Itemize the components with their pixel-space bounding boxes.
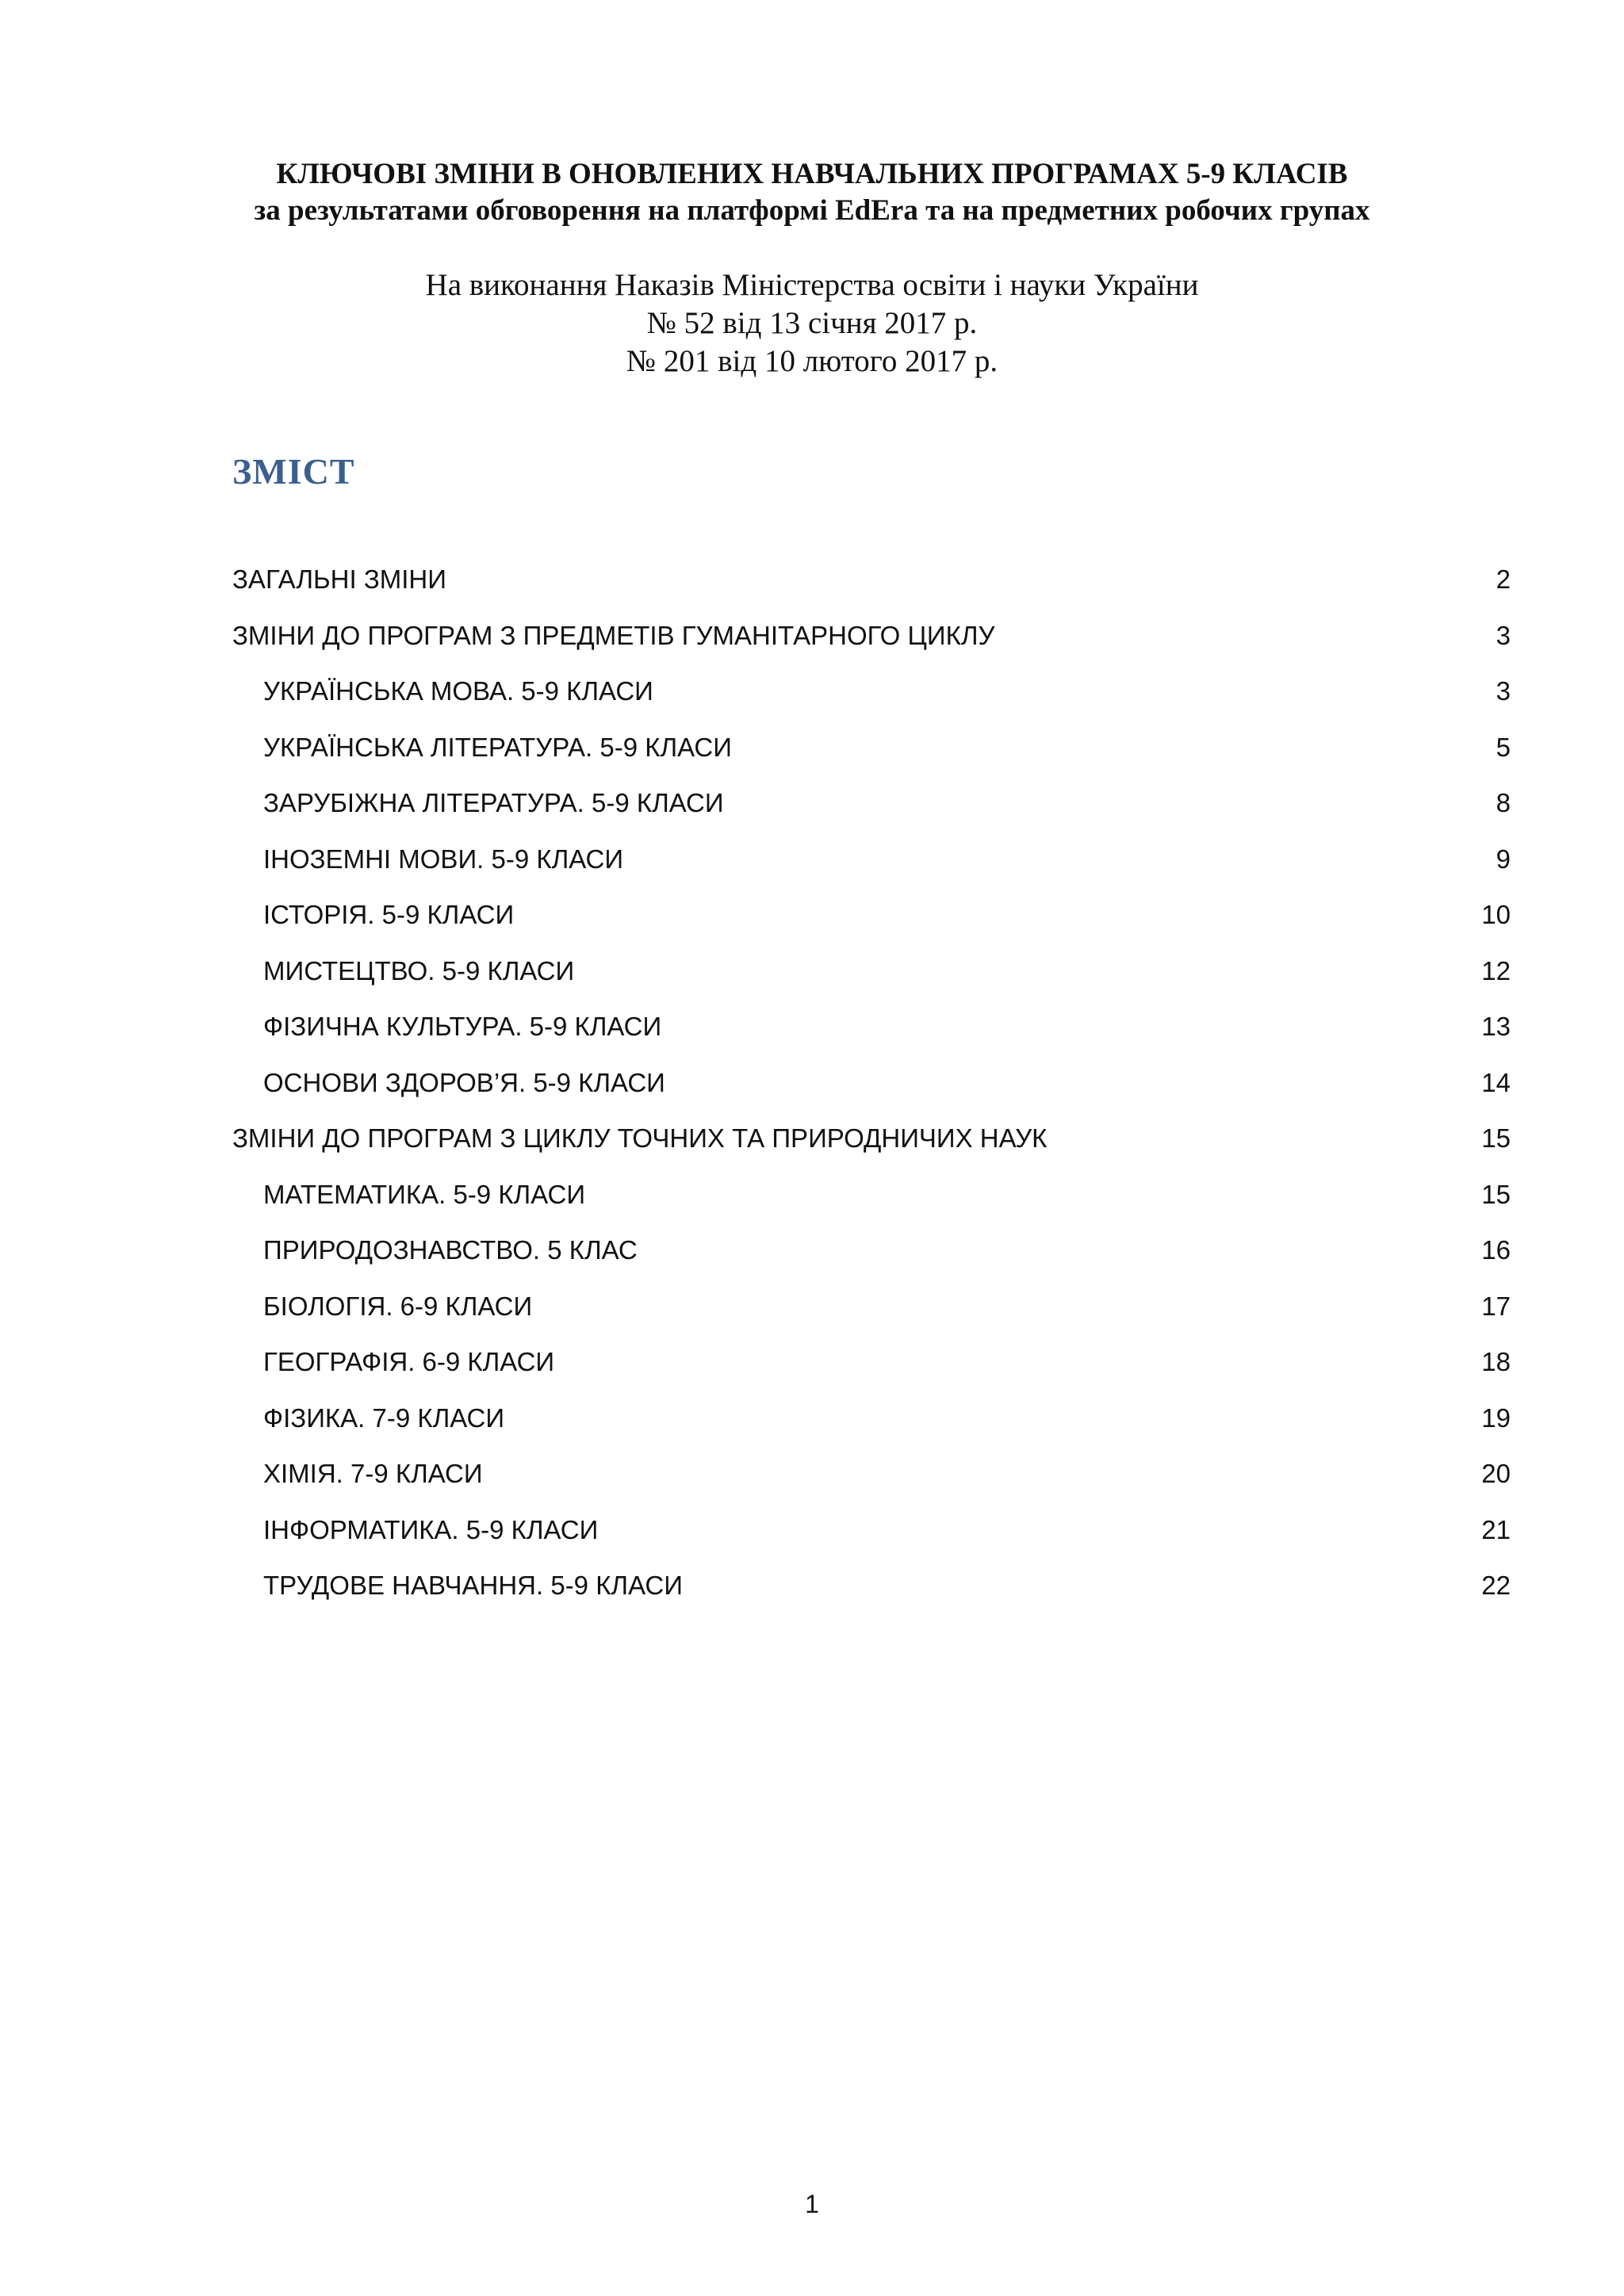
toc-entry-label: МАТЕМАТИКА. 5-9 КЛАСИ	[263, 1179, 586, 1209]
toc-entry-page: 5	[1496, 732, 1511, 762]
toc-entry[interactable]	[232, 720, 1511, 776]
toc-entry-label: ФІЗИКА. 7-9 КЛАСИ	[263, 1402, 505, 1433]
toc-entry-page: 9	[1496, 844, 1511, 874]
toc-entry[interactable]	[232, 1391, 1511, 1447]
decree-line: На виконання Наказів Міністерства освіти і науки України	[425, 268, 1199, 302]
toc-entry-page: 13	[1481, 1012, 1511, 1042]
toc-entry-label: УКРАЇНСЬКА ЛІТЕРАТУРА. 5-9 КЛАСИ	[263, 732, 732, 762]
toc-entry[interactable]	[232, 887, 1511, 943]
toc-entry-label: ПРИРОДОЗНАВСТВО. 5 КЛАС	[263, 1235, 638, 1265]
toc-entry[interactable]	[232, 1167, 1511, 1223]
toc-entry-label: МИСТЕЦТВО. 5-9 КЛАСИ	[263, 955, 575, 985]
toc-entry-page: 22	[1481, 1571, 1511, 1601]
toc-entry-page: 20	[1481, 1459, 1511, 1489]
toc-entry[interactable]	[232, 1558, 1511, 1614]
toc-entry[interactable]	[232, 608, 1511, 664]
toc-entry-label: ГЕОГРАФІЯ. 6-9 КЛАСИ	[263, 1347, 555, 1377]
page-number: 1	[805, 2190, 819, 2218]
toc-entry[interactable]	[232, 1279, 1511, 1335]
toc-entry-page: 8	[1496, 788, 1511, 818]
toc-entry[interactable]	[232, 1055, 1511, 1112]
document-title: КЛЮЧОВІ ЗМІНИ В ОНОВЛЕНИХ НАВЧАЛЬНИХ ПРОГРАМАХ 5-9 КЛАСІВ	[276, 158, 1348, 190]
toc-entry-label: УКРАЇНСЬКА МОВА. 5-9 КЛАСИ	[263, 676, 653, 706]
toc-entry[interactable]	[232, 552, 1511, 608]
toc-entry[interactable]	[232, 1223, 1511, 1279]
toc-entry-label: ОСНОВИ ЗДОРОВ’Я. 5-9 КЛАСИ	[263, 1067, 665, 1097]
toc-entry-label: ІНФОРМАТИКА. 5-9 КЛАСИ	[263, 1514, 599, 1544]
toc-entry-label: ІНОЗЕМНІ МОВИ. 5-9 КЛАСИ	[263, 844, 624, 874]
decree-block	[0, 266, 1624, 381]
document-subtitle: за результатами обговорення на платформі EdEra та на предметних робочих групах	[254, 194, 1370, 227]
toc-entry[interactable]	[232, 943, 1511, 1000]
toc-heading: ЗМІСТ	[232, 451, 355, 492]
toc-entry[interactable]	[232, 999, 1511, 1055]
toc-entry-page: 10	[1481, 900, 1511, 930]
toc-entry-page: 21	[1481, 1514, 1511, 1544]
toc-entry[interactable]	[232, 1334, 1511, 1391]
toc-entry-label: ІСТОРІЯ. 5-9 КЛАСИ	[263, 900, 515, 930]
toc-entry-page: 17	[1481, 1291, 1511, 1321]
toc-entry-label: ХІМІЯ. 7-9 КЛАСИ	[263, 1459, 483, 1489]
toc-entry-label: ЗМІНИ ДО ПРОГРАМ З ПРЕДМЕТІВ ГУМАНІТАРНОГО ЦИКЛУ	[232, 620, 995, 650]
toc-entry-label: ТРУДОВЕ НАВЧАННЯ. 5-9 КЛАСИ	[263, 1571, 683, 1601]
toc-entry[interactable]	[232, 664, 1511, 720]
toc-entry-page: 15	[1481, 1179, 1511, 1209]
decree-line: № 52 від 13 січня 2017 р.	[646, 306, 978, 340]
toc-entry-label: ФІЗИЧНА КУЛЬТУРА. 5-9 КЛАСИ	[263, 1012, 662, 1042]
table-of-contents	[232, 552, 1511, 1614]
toc-entry-page: 19	[1481, 1402, 1511, 1433]
toc-entry-page: 15	[1481, 1123, 1511, 1154]
toc-entry[interactable]	[232, 1111, 1511, 1167]
toc-entry-label: БІОЛОГІЯ. 6-9 КЛАСИ	[263, 1291, 533, 1321]
toc-entry-page: 3	[1496, 676, 1511, 706]
toc-entry-page: 14	[1481, 1067, 1511, 1097]
toc-entry-label: ЗМІНИ ДО ПРОГРАМ З ЦИКЛУ ТОЧНИХ ТА ПРИРОДНИЧИХ НАУК	[232, 1123, 1048, 1154]
decree-line: № 201 від 10 лютого 2017 р.	[626, 344, 998, 378]
toc-entry-page: 18	[1481, 1347, 1511, 1377]
toc-entry-page: 2	[1496, 564, 1511, 595]
toc-entry[interactable]	[232, 1446, 1511, 1502]
toc-entry[interactable]	[232, 775, 1511, 832]
toc-entry-page: 12	[1481, 955, 1511, 985]
toc-entry-label: ЗАРУБІЖНА ЛІТЕРАТУРА. 5-9 КЛАСИ	[263, 788, 724, 818]
toc-entry[interactable]	[232, 1502, 1511, 1559]
toc-entry[interactable]	[232, 832, 1511, 888]
toc-entry-page: 16	[1481, 1235, 1511, 1265]
toc-entry-page: 3	[1496, 620, 1511, 650]
toc-entry-label: ЗАГАЛЬНІ ЗМІНИ	[232, 564, 446, 595]
